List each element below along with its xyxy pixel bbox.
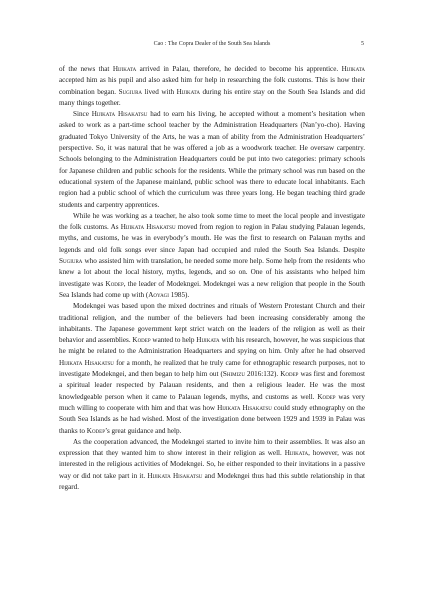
- text-run: arrived in Palau, therefore, he decided to become his apprentice.: [136, 65, 342, 73]
- text-run: moved from region to region in Palau studying Palauan legends, myths, and customs, he was in everybody’s mouth. He was the first to research on Palauan myths and legends and old folk songs ever since Japan had occupied and ruled the South Sea Islands. Despite: [59, 223, 365, 254]
- person-name: Hijikata: [176, 87, 200, 96]
- text-run: Modekngei was based upon the mixed doctrines and rituals of Western Protestant Church and their traditional religion, and the number of the believers had been increasing considerably among the inhabitants. The Japanese government kept strict watch on the leaders of the religion as well as their behavior and assemblies.: [59, 302, 365, 345]
- text-run: 2016:132).: [244, 370, 281, 379]
- person-name: Hijikata Hisakatsu: [217, 403, 272, 412]
- person-name: Kodep: [86, 426, 105, 435]
- text-run: could study ethnography on the South Sea Islands as he had wished. Most of the investigation done between 1929 and 1939 in Palau was thanks to: [59, 403, 365, 435]
- person-name: Kodep: [317, 392, 336, 401]
- text-run: of the news that: [59, 65, 113, 73]
- person-name: Kodep: [105, 279, 124, 288]
- person-name: Sugiura: [118, 87, 143, 96]
- paragraph: [59, 437, 365, 493]
- text-run: was very much willing to cooperate with him and that was how: [59, 392, 365, 412]
- text-run: accepted him as his pupil and also asked him for help in researching the folk customs. This is how their combination began.: [59, 76, 365, 96]
- text-run: wanted to help: [150, 336, 197, 345]
- text-run: lived with: [142, 87, 177, 96]
- page-number: 5: [361, 41, 364, 47]
- body-text: [59, 64, 365, 493]
- text-run: and Modekngei thus had this subtle relationship in that regard.: [59, 471, 365, 491]
- running-header: [60, 39, 364, 49]
- running-title: Cao : The Copra Dealer of the South Sea Islands: [153, 41, 271, 47]
- person-name: Hijikata: [112, 65, 137, 73]
- person-name: Hijikata Hisakatsu: [59, 358, 114, 367]
- person-name: Hijikata Hisakatsu: [91, 110, 148, 119]
- text-run: , however, was not interested in the religious activities of Modekngei. So, he either responded to their invitations in a passive way or did not take part in it.: [59, 449, 365, 480]
- text-run: with his research, however, he was suspicious that he might be related to the Administration Headquarters and spying on him. Only after he had observed: [59, 336, 365, 356]
- text-run: While he was working as a teacher, he also took some time to meet the local people and investigate the folk customs. As: [59, 211, 365, 232]
- text-run: had to earn his living, he accepted without a moment’s hesitation when asked to work as a part-time school teacher by the Administration Headquarters (Nan’yo-cho). Having graduated Tokyo University of the Arts, he was a man of ability from the Administration Headquarters’ perspective. So, it was natural that he was offered a job as a woodwork teacher. He oversaw carpentry. Schools belonging to the Administration Headquarters could be put into two categories: primary schools for Japanese children and public schools for the residents. While the primary school was run based on the educational system of the Japanese mainland, public school was there to educate local inhabitants. Each region had a public school of which the curriculum was three years long. He began teaching third grade students and carpentry apprentices.: [59, 110, 365, 209]
- person-name: Kodep: [280, 370, 299, 379]
- text-run: ’s great guidance and help.: [105, 426, 182, 435]
- text-run: was first and foremost a spiritual leader respected by Palauan residents, and then a religious leader. He was the most knowledgeable person when it came to Palauan legends, myths, and customs as well.: [59, 370, 365, 401]
- person-name: Hijikata: [341, 65, 365, 73]
- person-name: Shimizu: [222, 370, 245, 379]
- text-run: during his entire stay on the South Sea Islands and did many things together.: [59, 87, 366, 107]
- paragraph: [59, 109, 365, 211]
- person-name: Hijikata: [284, 449, 309, 458]
- person-name: Sugiura: [59, 257, 83, 266]
- text-run: who assisted him with translation, he needed some more help. Some help from the residents who knew a lot about the local history, myths, legends, and so on. One of his assistants who helped him investigate was: [59, 257, 365, 288]
- paragraph: [59, 301, 365, 437]
- text-run: Since: [73, 110, 92, 119]
- person-name: Aoyagi: [148, 290, 169, 299]
- person-name: Kodep: [132, 336, 151, 345]
- paragraph: [59, 64, 365, 109]
- text-run: 1985).: [168, 290, 190, 299]
- person-name: Hijikata Hisakatsu: [147, 471, 203, 480]
- text-run: , the leader of Modekngei. Modekngei was a new religion that people in the South Sea Islands had come up with (: [59, 279, 365, 299]
- text-run: for a month, he realized that he truly came for ethnographic research purposes, not to investigate Modekngei, and then began to help him out (: [59, 358, 366, 379]
- person-name: Hijikata: [196, 336, 220, 345]
- paragraph: [59, 211, 365, 301]
- person-name: Hijikata Hisakatsu: [120, 223, 176, 232]
- text-run: As the cooperation advanced, the Modekngei started to invite him to their assemblies. It was also an expression that they wanted him to show interest in their religion as well.: [59, 437, 365, 458]
